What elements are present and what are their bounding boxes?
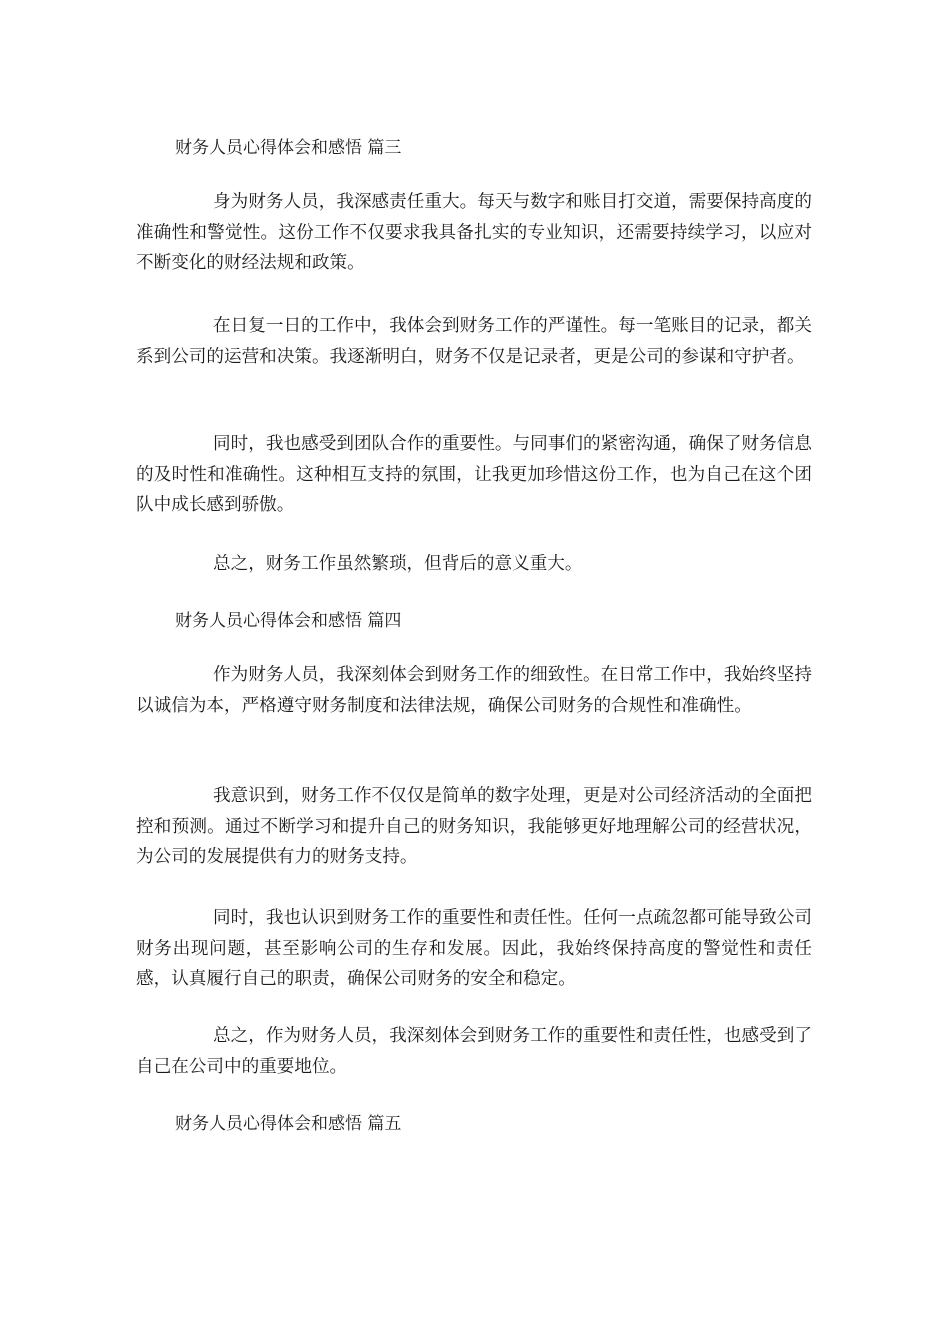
- section-heading-3: 财务人员心得体会和感悟 篇三: [175, 138, 402, 158]
- paragraph: 作为财务人员，我深刻体会到财务工作的细致性。在日常工作中，我始终坚持以诚信为本，严格遵守财务制度和法律法规，确保公司财务的合规性和准确性。: [136, 665, 812, 716]
- paragraph: 同时，我也认识到财务工作的重要性和责任性。任何一点疏忽都可能导致公司财务出现问题，甚至影响公司的生存和发展。因此，我始终保持高度的警觉性和责任感，认真履行自己的职责，确保公司财务的安全和稳定。: [136, 908, 812, 989]
- paragraph: 同时，我也感受到团队合作的重要性。与同事们的紧密沟通，确保了财务信息的及时性和准确性。这种相互支持的氛围，让我更加珍惜这份工作，也为自己在这个团队中成长感到骄傲。: [136, 434, 812, 515]
- paragraph: 总之，财务工作虽然繁琐，但背后的意义重大。: [213, 554, 583, 574]
- paragraph: 身为财务人员，我深感责任重大。每天与数字和账目打交道，需要保持高度的准确性和警觉性。这份工作不仅要求我具备扎实的专业知识，还需要持续学习，以应对不断变化的财经法规和政策。: [136, 192, 812, 273]
- section-heading-5: 财务人员心得体会和感悟 篇五: [175, 1114, 402, 1134]
- paragraph: 在日复一日的工作中，我体会到财务工作的严谨性。每一笔账目的记录，都关系到公司的运营和决策。我逐渐明白，财务不仅是记录者，更是公司的参谋和守护者。: [136, 316, 812, 367]
- section-heading-4: 财务人员心得体会和感悟 篇四: [175, 611, 402, 631]
- paragraph: 总之，作为财务人员，我深刻体会到财务工作的重要性和责任性，也感受到了自己在公司中的重要地位。: [136, 1026, 812, 1077]
- paragraph: 我意识到，财务工作不仅仅是简单的数字处理，更是对公司经济活动的全面把控和预测。通过不断学习和提升自己的财务知识，我能够更好地理解公司的经营状况，为公司的发展提供有力的财务支持。: [136, 786, 812, 867]
